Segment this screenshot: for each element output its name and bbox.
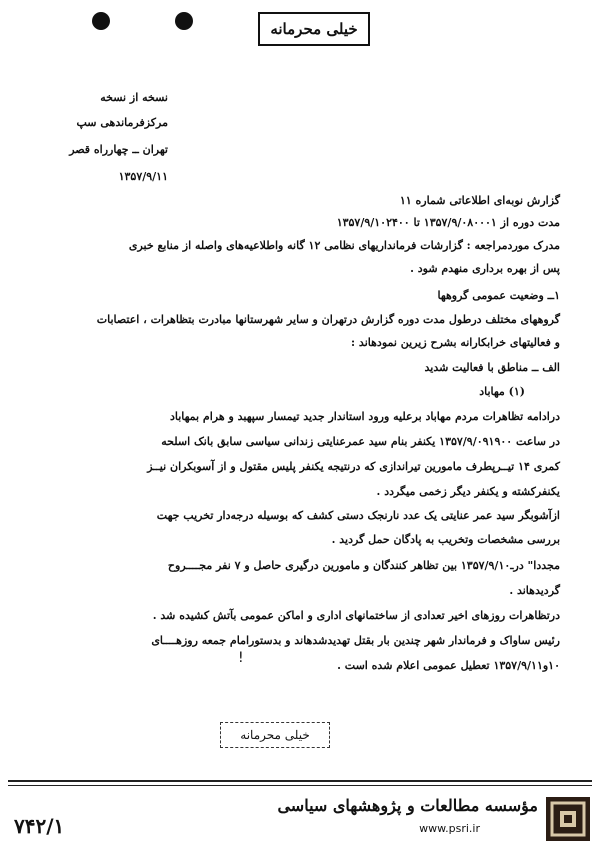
institute-url[interactable]: www.psri.ir [419, 822, 480, 835]
reference-line-1: مدرک مورد‌مراجعه : گزارشات فرمانداریهای نظامی ۱۲ گانه واطلاعیه‌های واصله از منابع خبری [128, 239, 560, 252]
footer-divider [8, 780, 592, 782]
section-1-title: ۱ــ وضعیت عمومی گروهها [437, 289, 560, 302]
exclamation-mark-icon: ! [238, 650, 244, 666]
subsection-a-title: الف ــ مناطق با فعالیت شدید [424, 361, 560, 374]
punch-hole [92, 12, 110, 30]
institute-logo-icon [546, 797, 590, 841]
institute-name: مؤسسه مطالعات و پژوهشهای سیاسی [277, 796, 538, 815]
bottom-classification-stamp: خیلی محرمانه [220, 722, 330, 748]
report-period: مدت دوره از ۱۳۵۷/۹/۰۸۰۰۰۱ تا ۱۳۵۷/۹/۱۰۲۴۰۰ [336, 216, 560, 229]
report-title: گزارش نوبه‌ای اطلاعاتی شماره ۱۱ [399, 194, 560, 207]
body-line: مجددا" درـ۱۳۵۷/۹/۱۰ بین تظاهر کنندگان و مامورین درگیری حاصل و ۷ نفر مجــــروح [167, 559, 560, 572]
body-line: در ساعت ۱۳۵۷/۹/۰۹۱۹۰۰ یکنفر بنام سید عمرعنایتی زندانی سیاسی سابق بانک اسلحه [161, 435, 560, 448]
body-line: یکنفرکشته و یکنفر دیگر زخمی میگردد . [376, 485, 560, 498]
sender: مرکزفرماندهی سپ [76, 116, 168, 129]
body-line: رئیس ساواک و فرماندار شهر چندین بار بقتل تهدیدشدهاند و بدستورامام جمعه روزهــــای [151, 634, 560, 647]
reference-line-2: پس از بهره برداری منهدم شود . [410, 262, 560, 275]
body-line: درادامه تظاهرات مردم مهاباد برعلیه ورود استاندار جدید تیمسار سپهبد و هرام بمهاباد [169, 410, 560, 423]
footer-divider [8, 785, 592, 786]
letter-date: ۱۳۵۷/۹/۱۱ [118, 170, 168, 183]
body-line: کمری ۱۴ تیــرپطرف مامورین تیراندازی که درنتیجه یکنفر پلیس مقتول و از آسوبکران نیــز [147, 460, 560, 473]
subsection-1-title: (۱) مهاباد [479, 385, 525, 398]
classification-stamp: خیلی محرمانه [258, 12, 370, 46]
copy-line: نسخه از نسخه [100, 91, 168, 104]
address: تهران ــ چهارراه قصر [69, 143, 168, 156]
body-line: ۱۰و۱۳۵۷/۹/۱۱ تعطیل عمومی اعلام شده است . [337, 659, 560, 672]
body-line: بررسی مشخصات وتخریب به پادگان حمل گردید . [331, 533, 560, 546]
body-line: درتظاهرات روزهای اخیر تعدادی از ساختمانهای اداری و اماکن عمومی بآتش کشیده شد . [152, 609, 560, 622]
document-number: ۷۴۲/۱ [14, 814, 65, 838]
section-1-paragraph: گروههای مختلف درطول مدت دوره گزارش درتهران و سایر شهرستانها مبادرت بتظاهرات ، اعتصابات [96, 313, 560, 326]
body-line: گردیدهاند . [509, 584, 560, 597]
section-1-paragraph: و فعالیتهای خرابکارانه بشرح زیرین نمودهاند : [351, 336, 560, 349]
punch-hole [175, 12, 193, 30]
body-line: ازآشوبگر سید عمر عنایتی یک عدد نارنجک دستی کشف که بوسیله درجه‌دار تخریب جهت [156, 509, 560, 522]
